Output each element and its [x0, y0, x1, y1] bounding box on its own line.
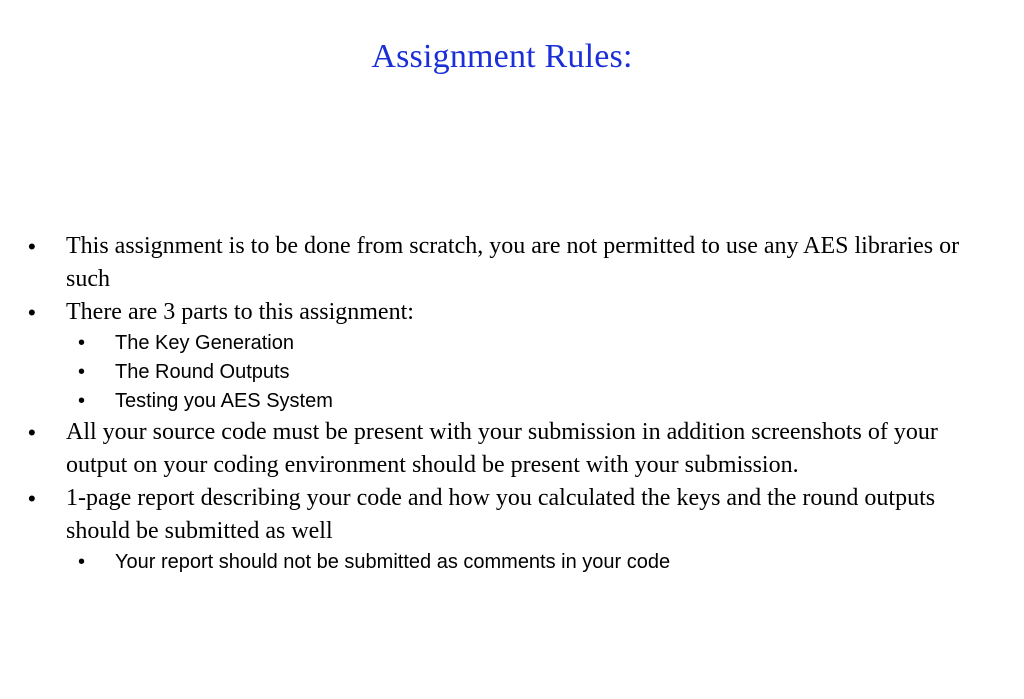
bullet-dot-icon: • [28, 300, 36, 325]
bullet-dot-icon: • [78, 390, 86, 412]
sub-bullet-item [0, 329, 1000, 358]
sub-bullet-text: The Key Generation [115, 332, 294, 354]
slide-title: Assignment Rules: [371, 38, 633, 75]
bullet-dot-icon: • [28, 234, 36, 259]
bullet-dot-icon: • [78, 551, 86, 573]
bullet-text: There are 3 parts to this assignment: [66, 299, 414, 325]
bullet-dot-icon: • [78, 361, 86, 383]
bullet-dot-icon: • [78, 332, 86, 354]
bullet-text: 1-page report describing your code and how you calculated the keys and the round outputs should be submitted as well [66, 485, 936, 544]
sub-bullet-item [0, 387, 1000, 416]
bullet-text: All your source code must be present with your submission in addition screenshots of your output on your coding environment should be present with your submission. [66, 419, 938, 478]
sub-bullet-item [0, 548, 1000, 577]
bullet-text: This assignment is to be done from scratch, you are not permitted to use any AES libraries or such [66, 233, 960, 292]
bullet-item [0, 416, 986, 482]
bullet-dot-icon: • [28, 420, 36, 445]
sub-bullet-text: Testing you AES System [115, 390, 333, 412]
bullet-dot-icon: • [28, 486, 36, 511]
bullet-item [0, 296, 986, 329]
sub-bullet-item [0, 358, 1000, 387]
bullet-list [0, 230, 1000, 577]
bullet-item [0, 230, 986, 296]
sub-bullet-text: The Round Outputs [115, 361, 290, 383]
sub-bullet-text: Your report should not be submitted as comments in your code [115, 551, 671, 573]
bullet-item [0, 482, 986, 548]
